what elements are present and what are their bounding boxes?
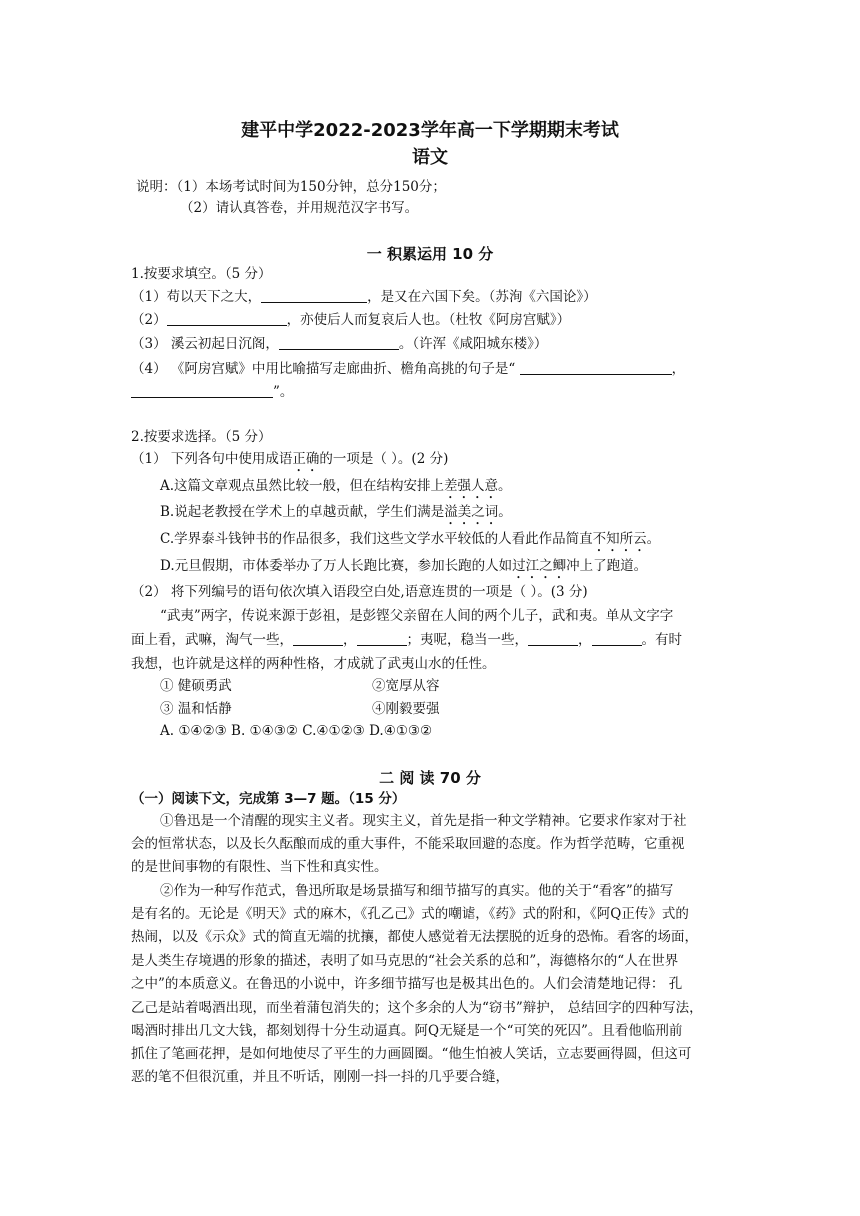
reading-line: ①鲁迅是一个清醒的现实主义者。现实主义，首先是指一种文学精神。它要求作家对于社 [160, 813, 687, 829]
reading-line: 是人类生存境遇的形象的描述，表明了如马克思的“社会关系的总和”，海德格尔的“人在世界 [131, 953, 679, 969]
option-b-text: B.说起老教授在学术上的卓越贡献，学生们满是 [160, 504, 445, 520]
q1-item-4 [131, 360, 685, 378]
option-d-idiom: 过江之鲫 [512, 558, 567, 574]
q1-item-4-text-a: （4） 《阿房宫赋》中用比喻描写走廊曲折、檐角高挑的句子是“ [131, 361, 520, 377]
option-b-idiom: 溢美之词 [444, 504, 499, 520]
reading-line: 乙己是站着喝酒出现，而坐着蒲包消失的；这个多余的人为“窃书”辩护， 总结回字的四种写法， [131, 1000, 703, 1016]
answer-blank[interactable] [131, 383, 273, 398]
q2-part-1-text-a: （1） 下列各句中使用成语 [131, 451, 293, 467]
subject-title: 语文 [412, 147, 448, 168]
option-c-idiom: 不知所云 [592, 531, 647, 547]
section-1-heading: 一 积累运用 10 分 [366, 245, 494, 263]
answer-blank[interactable] [261, 288, 367, 303]
reading-line: 是有名的。无论是《明天》式的麻木，《孔乙己》式的嘲谑，《药》式的附和，《阿Q正传》式的 [131, 906, 689, 922]
passage-text-a: 面上看，武嘛，淘气一些， [131, 632, 293, 648]
option-b-end: 。 [498, 504, 512, 520]
option-d-end: 冲上了跑道。 [566, 558, 648, 574]
option-a-idiom: 差强人意 [444, 478, 499, 494]
q1-item-4-text-b: ， [671, 361, 686, 377]
q2-stem: 2.按要求选择。（5 分） [131, 429, 272, 445]
passage-text-c: ；夷呢，稳当一些， [406, 632, 528, 648]
reading-subheading: （一）阅读下文，完成第 3—7 题。（15 分） [131, 791, 406, 807]
passage-comma: ， [343, 632, 357, 648]
q1-item-2-text-a: （2） [131, 312, 167, 328]
option-a-text: A.这篇文章观点虽然比较一般，但在结构安排上 [160, 478, 445, 494]
answer-choices: A. ①④②③ B. ①④③② C.④①②③ D.④①③② [160, 723, 433, 739]
reading-line: 抓住了笔画花押，是如何地使尽了平生的力画圆圈。“他生怕被人笑话，立志要画得圆，但这可 [131, 1046, 692, 1062]
option-a [160, 477, 512, 502]
reading-line: ②作为一种写作范式，鲁迅所取是场景描写和细节描写的真实。他的关于“看客”的描写 [160, 883, 674, 899]
q1-stem: 1.按要求填空。（5 分） [131, 266, 272, 282]
passage-line-3: 我想，也许就是这样的两种性格，才成就了武夷山水的任性。 [131, 656, 496, 672]
answer-blank[interactable] [279, 335, 399, 350]
option-c [160, 530, 660, 555]
passage-blank[interactable] [528, 631, 578, 646]
reading-line: 喝酒时排出几文大钱，都刻划得十分生动逼真。阿Q无疑是一个“可笑的死囚”。且看他临刑前 [131, 1023, 683, 1039]
q1-item-3-text-a: （3） 溪云初起日沉阁， [131, 336, 279, 352]
choice-4: ④刚毅要强 [372, 701, 440, 717]
reading-line: 恶的笔不但很沉重，并且不听话，刚刚一抖一抖的几乎要合缝， [131, 1069, 509, 1085]
exam-title: 建平中学2022-2023学年高一下学期期末考试 [241, 120, 619, 141]
reading-line: 之中”的本质意义。在鲁迅的小说中，许多细节描写也是极其出色的。人们会清楚地记得： 孔 [131, 976, 683, 992]
option-c-end: 。 [646, 531, 661, 547]
emphasis-word: 正确 [292, 451, 320, 467]
passage-line-1: “武夷”两字，传说来源于彭祖，是彭铿父亲留在人间的两个儿子，武和夷。单从文字字 [160, 608, 674, 624]
answer-blank[interactable] [167, 311, 287, 326]
option-d-text: D.元旦假期，市体委举办了万人长跑比赛，参加长跑的人如 [160, 558, 513, 574]
q2-part-2: （2） 将下列编号的语句依次填入语段空白处,语意连贯的一项是（ ）。(3 分) [131, 584, 588, 600]
option-d [160, 557, 647, 582]
option-b [160, 503, 512, 528]
passage-blank[interactable] [592, 631, 642, 646]
passage-blank[interactable] [357, 631, 407, 646]
passage-text-e: 。有时 [641, 632, 682, 648]
q1-item-1-text-b: ，是又在六国下矣。（苏洵《六国论》） [367, 289, 597, 305]
reading-line: 热闹，以及《示众》式的简直无端的扰攘，都使人感觉着无法摆脱的近身的恐怖。看客的场面， [131, 929, 698, 945]
q1-item-2-text-b: ，亦使后人而复哀后人也。（杜牧《阿房宫赋》） [286, 312, 571, 328]
q1-item-4-text-c: ”。 [273, 384, 294, 400]
choice-1: ① 健硕勇武 [160, 678, 232, 694]
q1-item-1-text-a: （1）苟以天下之大， [131, 289, 262, 305]
answer-blank[interactable] [520, 360, 672, 375]
q1-item-1 [131, 288, 597, 306]
reading-line: 会的恒常状态，以及长久酝酿而成的重大事件，不能采取回避的态度。作为哲学范畴，它重视 [131, 836, 685, 852]
instructions-label: 说明： [136, 179, 177, 195]
choice-3: ③ 温和恬静 [160, 701, 232, 717]
section-2-heading: 二 阅 读 70 分 [379, 769, 481, 787]
q1-item-3-text-b: 。（许浑《咸阳城东楼》） [398, 336, 548, 352]
option-a-end: 。 [498, 478, 512, 494]
q1-item-2 [131, 311, 570, 329]
choice-2: ②宽厚从容 [372, 678, 440, 694]
instruction-1: （1）本场考试时间为150分钟，总分150分； [176, 179, 446, 195]
instructions-line-1 [136, 178, 446, 196]
instruction-2: （2）请认真答卷，并用规范汉字书写。 [180, 200, 419, 216]
q1-item-4-continued [131, 383, 293, 401]
q2-part-1 [131, 450, 448, 475]
passage-blank[interactable] [293, 631, 343, 646]
q1-item-3 [131, 335, 547, 353]
q2-part-1-text-b: 的一项是（ ）。(2 分) [319, 451, 449, 467]
passage-comma: ， [578, 632, 592, 648]
reading-line: 的是世间事物的有限性、当下性和真实性。 [131, 859, 388, 875]
option-c-text: C.学界泰斗钱钟书的作品很多，我们这些文学水平较低的人看此作品简直 [160, 531, 593, 547]
passage-line-2 [131, 631, 682, 649]
